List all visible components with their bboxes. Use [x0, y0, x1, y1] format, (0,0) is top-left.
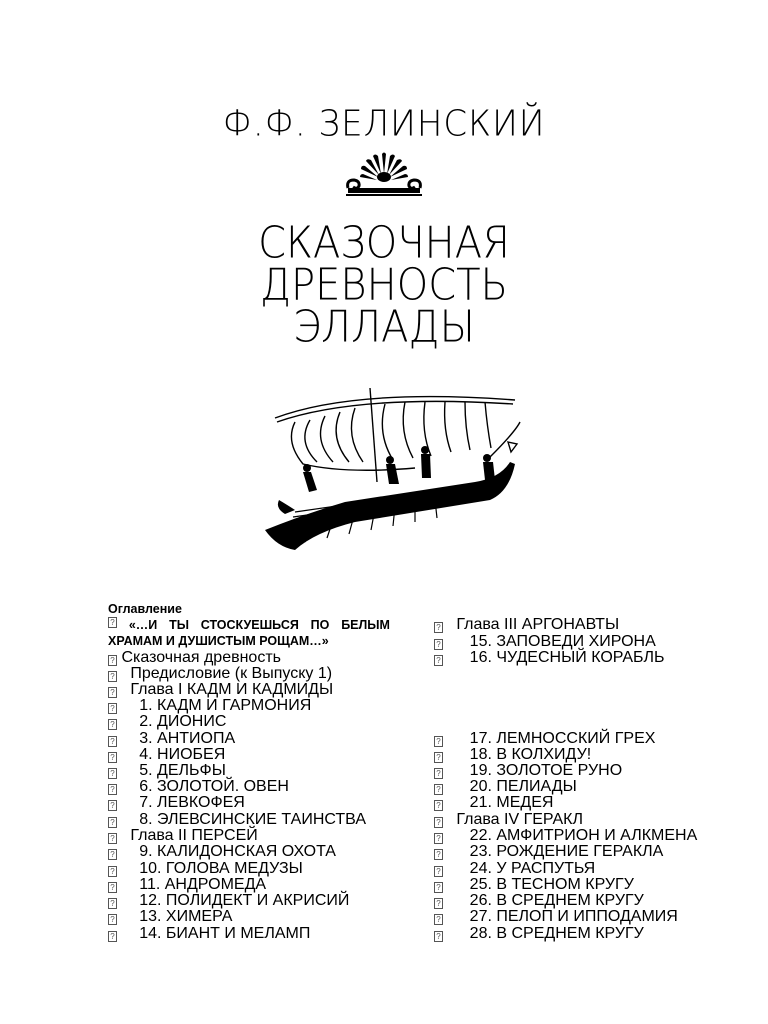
toc-item-label: 19. ЗОЛОТОЕ РУНО	[469, 762, 623, 779]
toc-epigraph-entry[interactable]	[108, 617, 390, 649]
bullet-icon: ?	[108, 655, 117, 666]
toc-item-label: 27. ПЕЛОП И ИППОДАМИЯ	[469, 908, 678, 925]
toc-item-label: 16. ЧУДЕСНЫЙ КОРАБЛЬ	[469, 649, 665, 666]
greek-ship-illustration	[265, 382, 530, 554]
bullet-icon: ?	[108, 687, 117, 698]
toc-item-label: 14. БИАНТ И МЕЛАМП	[139, 925, 311, 942]
toc-item-label: Предисловие (к Выпуску 1)	[130, 665, 333, 682]
toc-item[interactable]	[108, 926, 310, 942]
toc-item[interactable]	[108, 731, 235, 747]
toc-item[interactable]	[434, 779, 577, 795]
toc-item[interactable]	[108, 877, 266, 893]
bullet-icon: ?	[434, 784, 443, 795]
toc-item-label: Глава I КАДМ И КАДМИДЫ	[130, 681, 334, 698]
toc-heading: Оглавление	[108, 602, 182, 616]
bullet-icon: ?	[434, 622, 443, 633]
toc-item[interactable]	[108, 747, 225, 763]
toc-item-label: 6. ЗОЛОТОЙ. ОВЕН	[139, 778, 289, 795]
bullet-icon: ?	[108, 849, 117, 860]
toc-item-label: 7. ЛЕВКОФЕЯ	[139, 794, 245, 811]
toc-item[interactable]	[434, 909, 678, 925]
bullet-icon: ?	[434, 931, 443, 942]
bullet-icon: ?	[108, 866, 117, 877]
toc-item-label: 25. В ТЕСНОМ КРУГУ	[469, 876, 634, 893]
toc-item[interactable]	[434, 926, 644, 942]
toc-item-label: 1. КАДМ И ГАРМОНИЯ	[139, 697, 312, 714]
bullet-icon: ?	[434, 655, 443, 666]
bullet-icon: ?	[434, 817, 443, 828]
toc-item-label: 24. У РАСПУТЬЯ	[469, 860, 596, 877]
book-title	[0, 217, 768, 353]
bullet-icon: ?	[108, 817, 117, 828]
toc-item-label: 3. АНТИОПА	[139, 730, 236, 747]
toc-item[interactable]	[108, 893, 349, 909]
bullet-icon: ?	[108, 784, 117, 795]
toc-item[interactable]	[434, 893, 644, 909]
toc-item-label: 28. В СРЕДНЕМ КРУГУ	[469, 925, 644, 942]
toc-item-label: 15. ЗАПОВЕДИ ХИРОНА	[469, 633, 656, 650]
toc-item[interactable]	[434, 731, 655, 747]
bullet-icon: ?	[108, 898, 117, 909]
title-line-1: СКАЗОЧНАЯ	[258, 217, 510, 269]
bullet-icon: ?	[108, 882, 117, 893]
bullet-icon: ?	[108, 671, 117, 682]
bullet-icon: ?	[434, 639, 443, 650]
bullet-icon: ?	[108, 833, 117, 844]
toc-item[interactable]	[108, 698, 311, 714]
toc-item[interactable]	[434, 795, 553, 811]
epigraph-word: БЕЛЫМ	[341, 618, 390, 632]
toc-item-label: 5. ДЕЛЬФЫ	[139, 762, 226, 779]
toc-item-label: 20. ПЕЛИАДЫ	[469, 778, 577, 795]
toc-item[interactable]	[434, 828, 697, 844]
toc-item[interactable]	[434, 861, 595, 877]
bullet-icon: ?	[108, 736, 117, 747]
toc-item-label: 10. ГОЛОВА МЕДУЗЫ	[139, 860, 303, 877]
toc-item-label: 17. ЛЕМНОССКИЙ ГРЕХ	[469, 730, 656, 747]
toc-item-label: 21. МЕДЕЯ	[469, 794, 554, 811]
bullet-icon: ?	[108, 617, 117, 628]
toc-item-label: 26. В СРЕДНЕМ КРУГУ	[469, 892, 644, 909]
epigraph-word: ПО	[310, 618, 330, 632]
toc-item[interactable]	[108, 861, 303, 877]
author-name: Ф.Ф. ЗЕЛИНСКИЙ	[222, 103, 546, 145]
toc-item[interactable]	[108, 795, 245, 811]
toc-item[interactable]	[108, 714, 226, 730]
toc-item-label: Глава II ПЕРСЕЙ	[130, 827, 258, 844]
bullet-icon: ?	[434, 833, 443, 844]
toc-item-label: 18. В КОЛХИДУ!	[469, 746, 592, 763]
bullet-icon: ?	[434, 800, 443, 811]
toc-item[interactable]	[108, 650, 281, 666]
bullet-icon: ?	[434, 849, 443, 860]
toc-item[interactable]	[434, 747, 591, 763]
epigraph-word: ТЫ	[169, 618, 189, 632]
toc-item[interactable]	[434, 877, 634, 893]
epigraph-word: СТОСКУЕШЬСЯ	[200, 618, 299, 632]
bullet-icon: ?	[108, 768, 117, 779]
toc-item-label: 12. ПОЛИДЕКТ И АКРИСИЙ	[139, 892, 350, 909]
toc-item-label: 13. ХИМЕРА	[139, 908, 233, 925]
bullet-icon: ?	[108, 719, 117, 730]
bullet-icon: ?	[434, 882, 443, 893]
toc-item[interactable]	[108, 828, 258, 844]
toc-item[interactable]	[108, 779, 289, 795]
toc-item-label: 4. НИОБЕЯ	[139, 746, 226, 763]
toc-item-label: Глава III АРГОНАВТЫ	[456, 616, 620, 633]
toc-item[interactable]	[434, 617, 619, 633]
toc-item-label: 11. АНДРОМЕДА	[139, 876, 267, 893]
title-line-3: ЭЛЛАДЫ	[293, 301, 475, 353]
toc-item[interactable]	[108, 682, 333, 698]
toc-item[interactable]	[434, 812, 583, 828]
toc-item[interactable]	[108, 844, 336, 860]
toc-item-label: 23. РОЖДЕНИЕ ГЕРАКЛА	[469, 843, 664, 860]
toc-item[interactable]	[108, 909, 232, 925]
bullet-icon: ?	[108, 914, 117, 925]
bullet-icon: ?	[434, 736, 443, 747]
toc-item[interactable]	[434, 634, 656, 650]
bullet-icon: ?	[108, 703, 117, 714]
toc-item[interactable]	[434, 844, 663, 860]
epigraph-word: «…И	[128, 618, 158, 632]
palmette-ornament-icon	[346, 150, 422, 204]
toc-item-label: 9. КАЛИДОНСКАЯ ОХОТА	[139, 843, 336, 860]
toc-item-label: Сказочная древность	[121, 649, 281, 666]
bullet-icon: ?	[434, 914, 443, 925]
toc-item[interactable]	[108, 666, 332, 682]
toc-item[interactable]	[434, 763, 622, 779]
title-line-2: ДРЕВНОСТЬ	[259, 259, 508, 311]
bullet-icon: ?	[434, 768, 443, 779]
toc-item-label: 22. АМФИТРИОН И АЛКМЕНА	[469, 827, 698, 844]
toc-item-label: Глава IV ГЕРАКЛ	[456, 811, 583, 828]
bullet-icon: ?	[434, 898, 443, 909]
bullet-icon: ?	[108, 931, 117, 942]
bullet-icon: ?	[434, 866, 443, 877]
toc-item-label: 8. ЭЛЕВСИНСКИЕ ТАИНСТВА	[139, 811, 366, 828]
bullet-icon: ?	[434, 752, 443, 763]
toc-item[interactable]	[108, 812, 366, 828]
bullet-icon: ?	[108, 800, 117, 811]
bullet-icon: ?	[108, 752, 117, 763]
epigraph-line-2: ХРАМАМ И ДУШИСТЫМ РОЩАМ…»	[108, 634, 329, 648]
toc-item-label: 2. ДИОНИС	[139, 713, 227, 730]
toc-item[interactable]	[434, 650, 665, 666]
toc-item[interactable]	[108, 763, 226, 779]
